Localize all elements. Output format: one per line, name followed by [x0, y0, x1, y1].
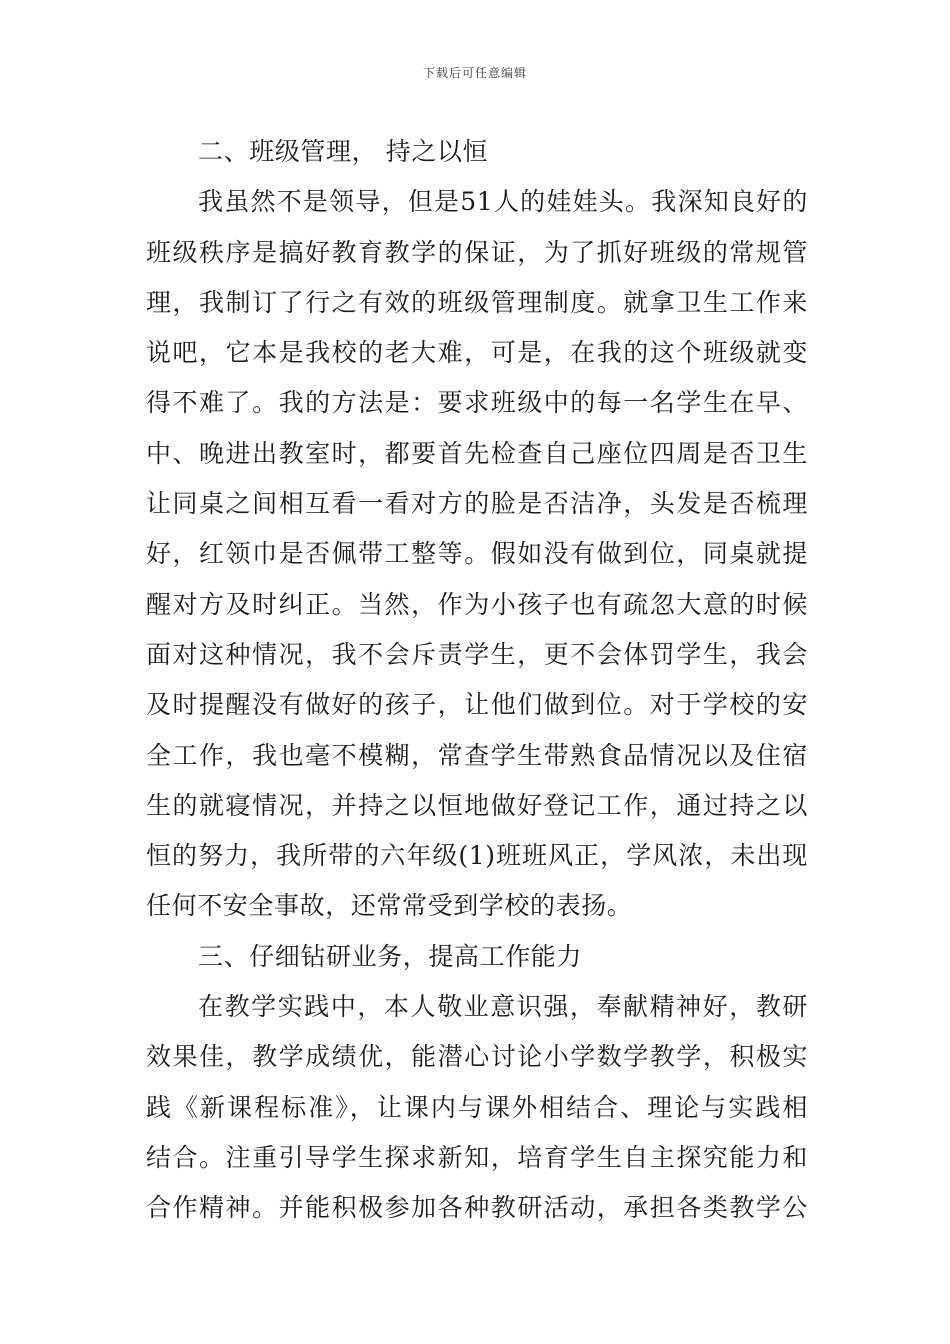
text-line: 我虽然不是领导，但是51人的娃娃头。我深知良好的 [198, 187, 808, 217]
text-line: 二、班级管理， 持之以恒 [198, 137, 489, 166]
text-line: 三、仔细钻研业务，提高工作能力 [198, 941, 583, 971]
page-header: 下载后可任意编辑 [422, 66, 527, 80]
text-line: 理，我制订了行之有效的班级管理制度。就拿卫生工作来 [146, 287, 808, 317]
text-line: 说吧，它本是我校的老大难，可是，在我的这个班级就变 [146, 338, 808, 368]
text-line: 得不难了。我的方法是：要求班级中的每一名学生在早、 [146, 388, 808, 418]
text-line: 及时提醒没有做好的孩子，让他们做到位。对于学校的安 [146, 690, 808, 720]
text-line: 醒对方及时纠正。当然，作为小孩子也有疏忽大意的时候 [146, 589, 808, 619]
text-line: 合作精神。并能积极参加各种教研活动，承担各类教学公 [146, 1193, 808, 1223]
text-line: 在教学实践中，本人敬业意识强，奉献精神好，教研 [198, 992, 808, 1022]
text-line: 生的就寝情况，并持之以恒地做好登记工作，通过持之以 [146, 790, 808, 820]
text-line: 班级秩序是搞好教育教学的保证，为了抓好班级的常规管 [146, 237, 808, 267]
text-line: 全工作，我也毫不模糊，常查学生带熟食品情况以及住宿 [146, 740, 808, 770]
text-line: 面对这种情况，我不会斥责学生，更不会体罚学生，我会 [146, 639, 808, 669]
text-line: 中、晚进出教室时，都要首先检查自己座位四周是否卫生 [146, 438, 808, 468]
document-body [146, 127, 808, 1234]
text-line: 践《新课程标准》，让课内与课外相结合、理论与实践相 [146, 1092, 808, 1122]
text-line: 好，红领巾是否佩带工整等。假如没有做到位，同桌就提 [146, 539, 808, 569]
text-line: 恒的努力，我所带的六年级(1)班班风正，学风浓，未出现 [146, 841, 808, 871]
text-line: 让同桌之间相互看一看对方的脸是否洁净，头发是否梳理 [146, 489, 808, 519]
text-line: 结合。注重引导学生探求新知，培育学生自主探究能力和 [146, 1142, 808, 1172]
text-line: 效果佳，教学成绩优，能潜心讨论小学数学教学，积极实 [146, 1042, 808, 1072]
text-line: 任何不安全事故，还常常受到学校的表扬。 [146, 891, 633, 921]
